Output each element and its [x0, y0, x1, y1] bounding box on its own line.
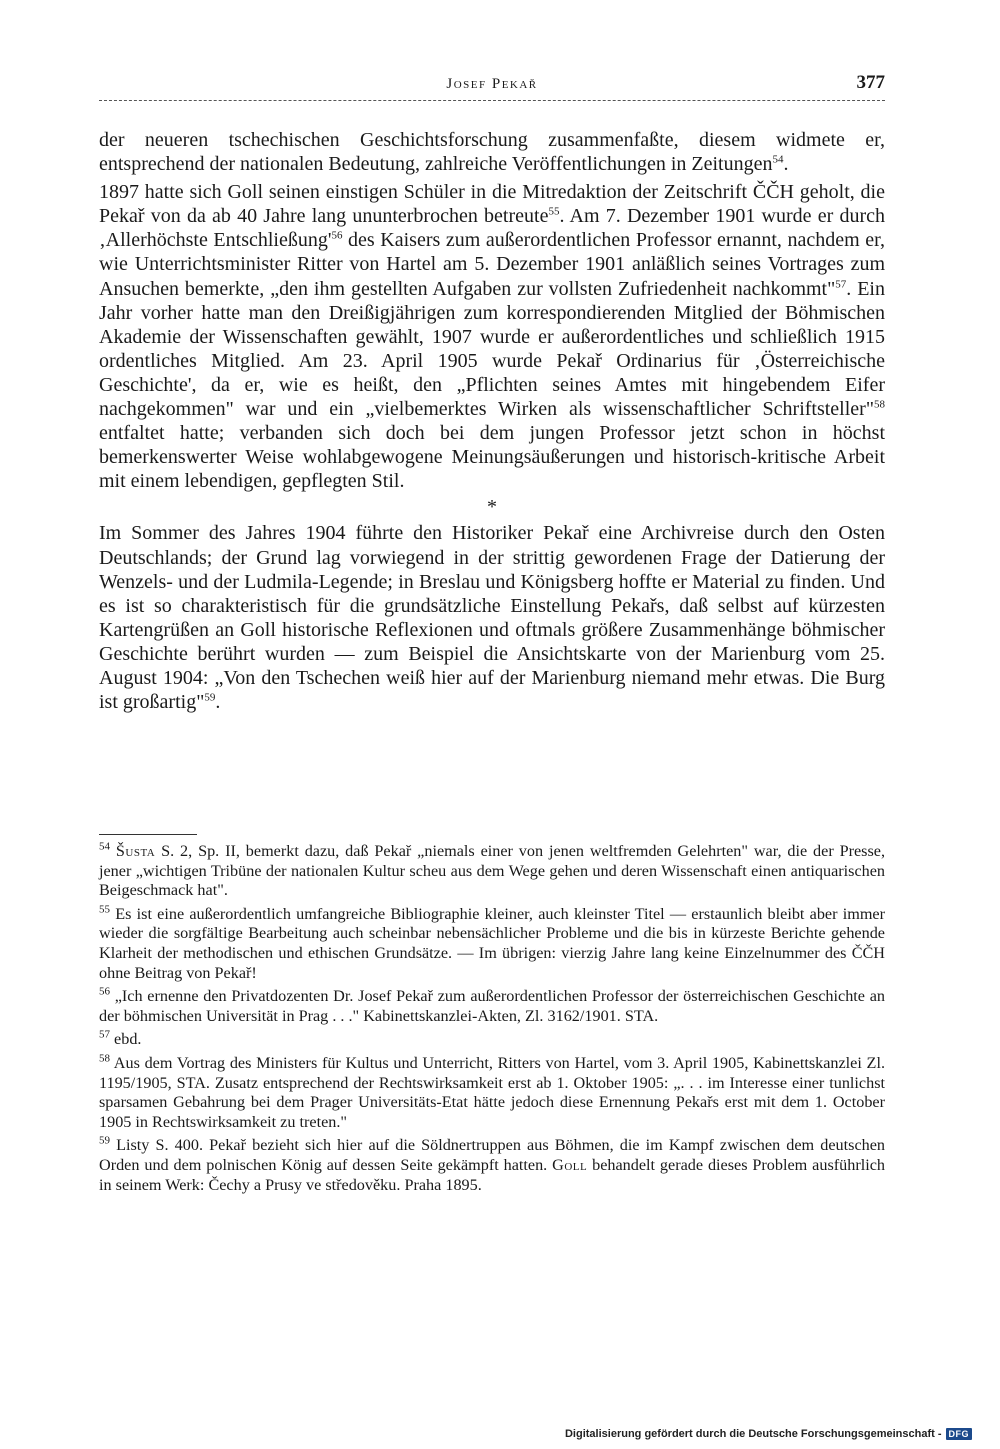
footnote-59: $^{59}$ Listy S. 400. Pekař bezieht sich hier auf die Söldnertruppen aus Böhmen, die im Kampf zwischen dem deutschen Orden und dem polnischen König auf dessen Seite gekämpft hatten. Goll behandelt gerade dieses Problem ausführlich in seinem Werk: Čechy a Prusy ve středověku. Praha 1895. — [99, 1134, 885, 1194]
footnote-57: $^{57}$ ebd. — [99, 1028, 142, 1049]
page-number: 377 — [856, 72, 885, 93]
footnotes — [99, 842, 885, 1199]
paragraph-2: 1897 hatte sich Goll seinen einstigen Schüler in die Mitredaktion der Zeitschrift ČČH geholt, die Pekař von da ab 40 Jahre lang ununterbrochen betreute$^{55}$. Am 7. Dezember 1901 wurde er durch ‚Allerhöchste $Entschließung'^{56}$ des Kaisers zum außerordentlichen Professor ernannt, nachdem er, wie Unterrichtsminister Ritter von Hartel am 5. Dezember 1901 anläßlich seines Vortrages zum Ansuchen bemerkte, „den ihm gestellten Aufgaben zur vollsten Zufriedenheit nachkommt"$^{57}$. Ein Jahr vorher hatte man den Dreißigjährigen zum korrespondierenden Mitglied der Böhmischen Akademie der Wissenschaften gewählt, 1907 wurde er außerordentliches und schließlich 1915 ordentliches Mitglied. Am 23. April 1905 wurde Pekař Ordinarius für ‚Österreichische Geschichte', da er, wie es heißt, den „Pflichten seines Amtes mit hingebendem Eifer nachgekommen" war und ein „vielbemerktes Wirken als wissenschaftlicher Schriftsteller"$^{58}$ entfaltet hatte; verbanden sich doch bei dem jungen Professor jetzt schon in höchst bemerkenswerter Weise wohlabgewogene Meinungsäußerungen und historisch-kritische Arbeit mit einem lebendigen, gepflegten Stil. — [99, 181, 886, 493]
section-asterism: * — [487, 496, 497, 519]
footer-text: Digitalisierung gefördert durch die Deutsche Forschungsgemeinschaft - — [564, 1428, 942, 1440]
footnote-54: $^{54}$ Šusta S. 2, Sp. II, bemerkt dazu, daß Pekař „niemals einer von jenen weltfremden Gelehrten" war, die der Presse, jener „wichtigen Tribüne der nationalen Kultur scheu aus dem Wege gehen und deren Wissenschaft einen antiquarischen Beigeschmack hat". — [99, 840, 886, 900]
digitization-footer — [565, 1426, 972, 1442]
running-head — [99, 70, 885, 104]
paragraph-3: Im Sommer des Jahres 1904 führte den Historiker Pekař eine Archivreise durch den Osten Deutschlands; der Grund lag vorwiegend in der strittig gewordenen Frage der Datierung der Wenzels- und der Ludmila-Legende; in Breslau und Königsberg hoffte er Material zu finden. Und es ist so charakteristisch für die grundsätzliche Einstellung Pekařs, daß selbst auf kürzesten Kartengrüßen an Goll historische Reflexionen und oftmals größere Zusammenhänge böhmischer Geschichte berührt wurden — zum Beispiel die Ansichtskarte von der Marienburg vom 25. August 1904: „Von den Tschechen weiß hier auf der Marienburg niemand mehr etwas. Die Burg ist großartig"$^{59}$. — [99, 522, 885, 714]
footnote-ref-58: 58 — [874, 398, 885, 411]
footnote-56: $^{56}$ „Ich ernenne den Privatdozenten Dr. Josef Pekař zum außerordentlichen Professor der österreichischen Geschichte an der böhmischen Universität in Prag . . ." Kabinettskanzlei-Akten, Zl. 3162/1901. STA. — [99, 985, 885, 1025]
footnote-ref-59: 59 — [204, 691, 216, 704]
footnote-ref-54: 54 — [772, 153, 784, 166]
footnote-ref-57: 57 — [835, 277, 847, 290]
footnote-55: $^{55}$ Es ist eine außerordentlich umfangreiche Bibliographie kleiner, auch kleinster Titel — erstaunlich bleibt aber immer wieder die sorgfältige Bearbeitung auch scheinbar nebensächlicher Probleme und die bis in kürzeste Berichte gehende Klarheit der methodischen und ethischen Grundsätze. — Im übrigen: vierzig Jahre lang keine Einzelnummer des ČČH ohne Beitrag von Pekař! — [99, 903, 885, 982]
footnote-ref-55: 55 — [548, 205, 560, 218]
header-rule — [99, 100, 885, 101]
dfg-logo: DFG — [946, 1428, 973, 1440]
paragraph-1: der neueren tschechischen Geschichtsforschung zusammenfaßte, diesem widmete er, entsprechend der nationalen Bedeutung, zahlreiche Veröffentlichungen in Zeitungen$^{54}$. — [99, 129, 885, 176]
footnote-rule — [99, 834, 197, 835]
main-text — [99, 128, 885, 714]
footnote-58: $^{58}$ Aus dem Vortrag des Ministers für Kultus und Unterricht, Ritters von Hartel, vom 3. April 1905, Kabinettskanzlei Zl. 1195/1905, STA. Zusatz entsprechend der Rechtswirksamkeit erst ab 1. Oktober 1905: „. . . im Interesse einer tunlichst sparsamen Gebahrung bei dem Prager Universitäts-Etat hätte jedoch diese Ernennung Pekařs erst mit dem 1. October 1905 in Rechtswirksamkeit zu treten." — [99, 1052, 885, 1131]
running-title: Josef Pekař — [446, 76, 538, 92]
footnote-ref-56: 56 — [331, 229, 343, 242]
